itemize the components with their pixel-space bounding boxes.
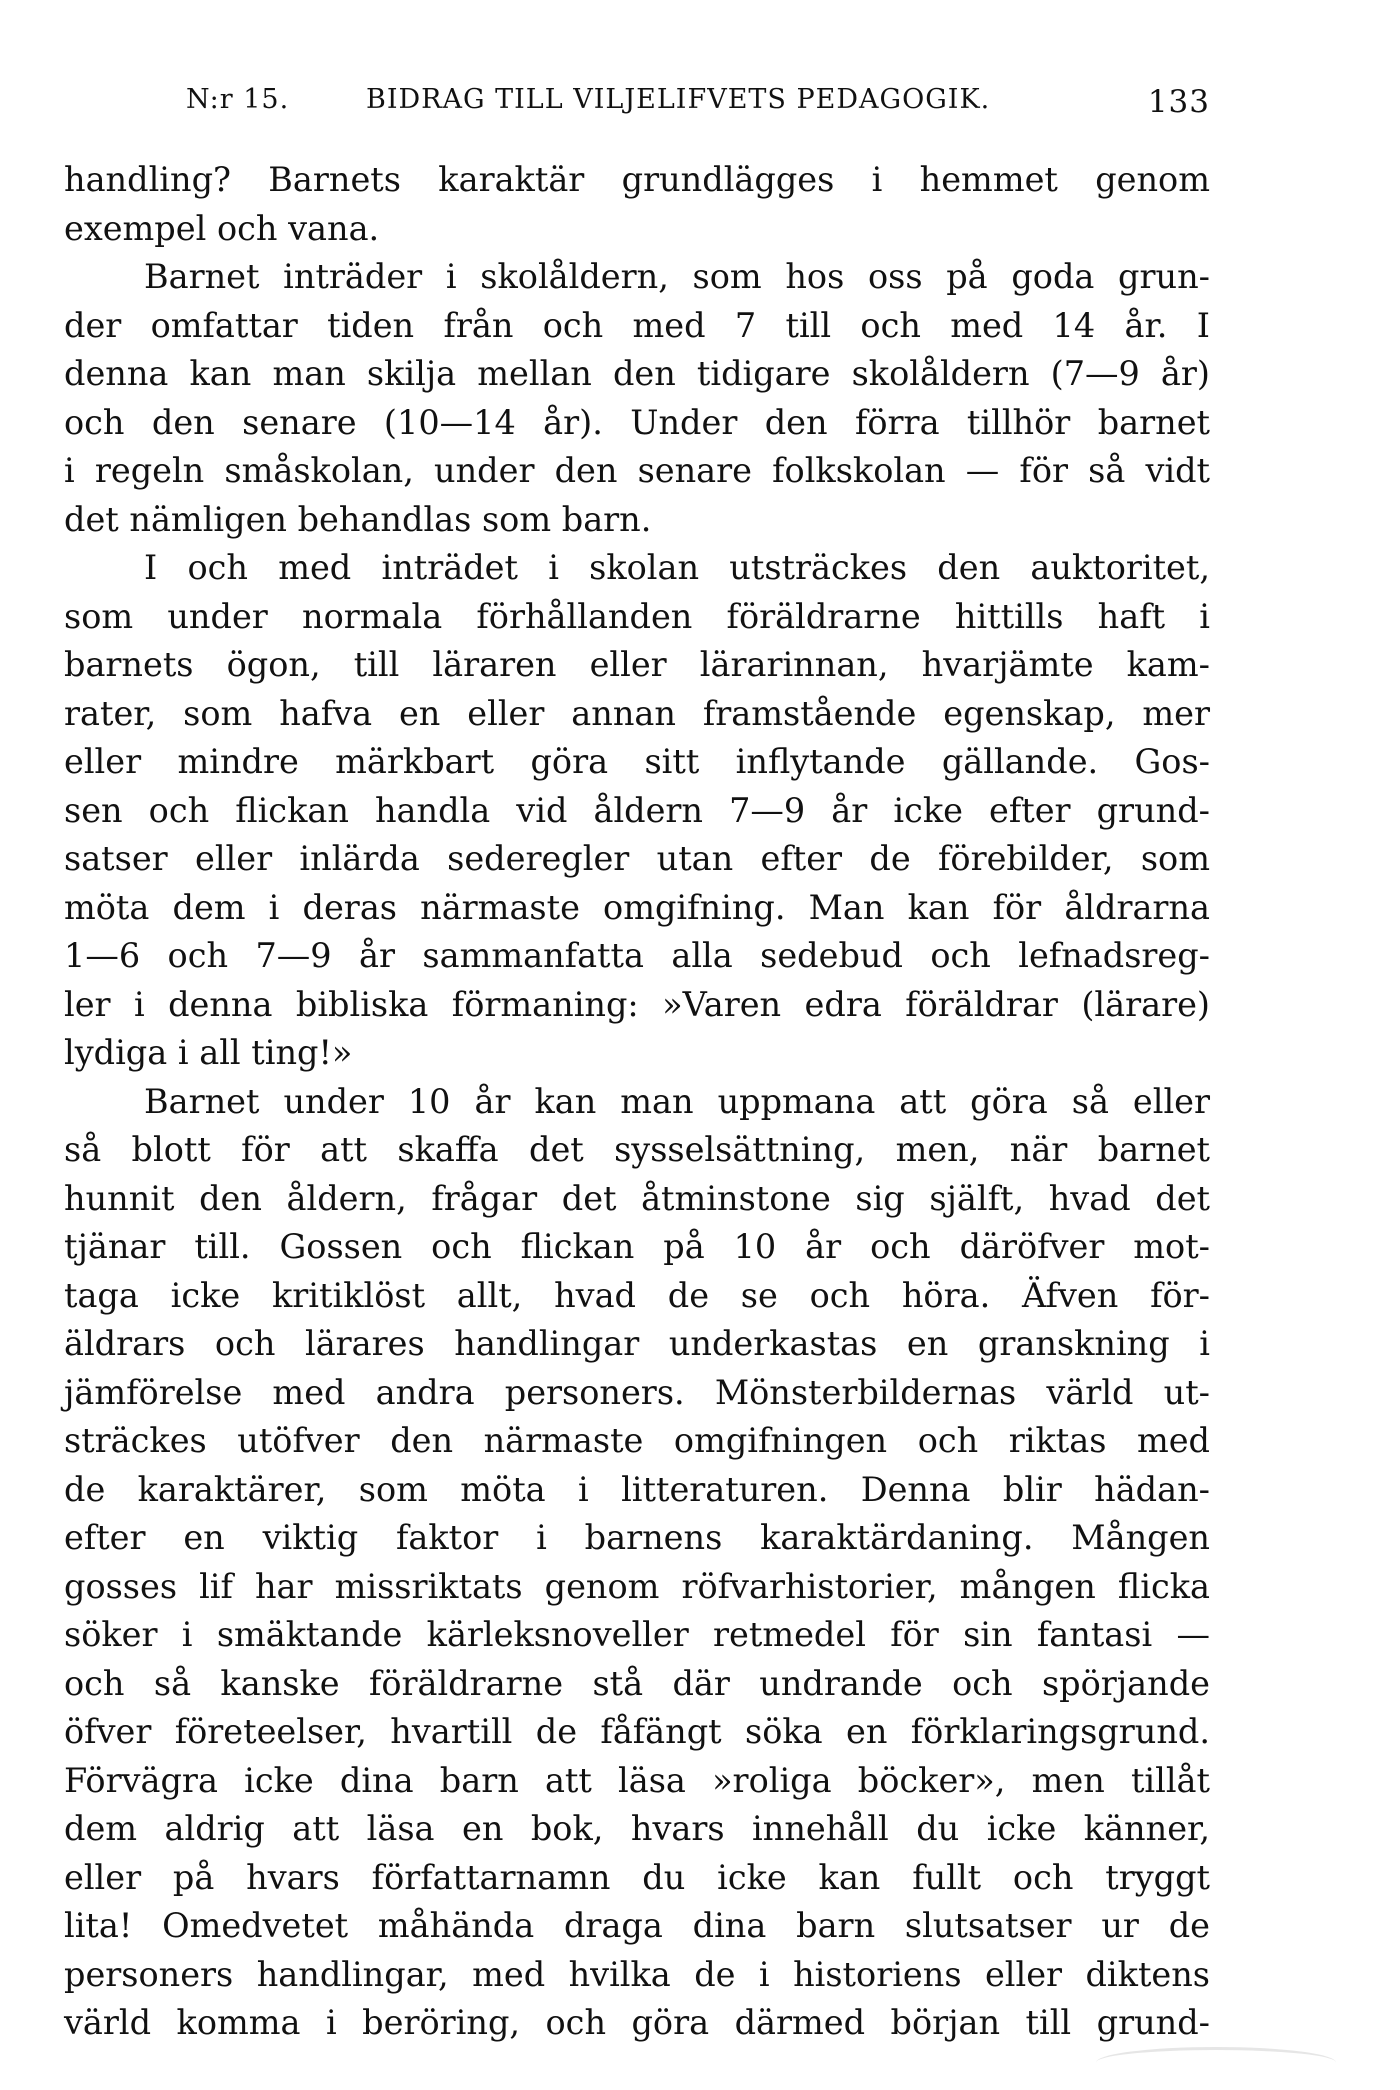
text-line: och den senare (10—14 år). Under den förra tillhör barnet: [64, 402, 1210, 442]
text-line: äldrars och lärares handlingar underkastas en granskning i: [64, 1324, 1210, 1363]
text-line: lita! Omedvetet måhända draga dina barn slutsatser ur de: [64, 1906, 1210, 1945]
text-line: efter en viktig faktor i barnens karaktärdaning. Mången: [64, 1518, 1210, 1557]
running-head: [186, 84, 1210, 124]
text-line: lydiga i all ting!»: [64, 1033, 353, 1072]
text-line: Förvägra icke dina barn att läsa »roliga böcker», men tillåt: [64, 1760, 1210, 1800]
text-line: dem aldrig att läsa en bok, hvars innehåll du icke känner,: [64, 1809, 1210, 1848]
text-line: värld komma i beröring, och göra därmed början till grund-: [64, 2003, 1210, 2042]
running-title: BIDRAG TILL VILJELIFVETS PEDAGOGIK.: [366, 84, 991, 115]
print-smudge: [1096, 2047, 1336, 2078]
text-line: söker i smäktande kärleksnoveller retmedel för sin fantasi —: [64, 1615, 1210, 1654]
text-line: som under normala förhållanden föräldrarne hittills haft i: [64, 596, 1210, 636]
text-line: sträckes utöfver den närmaste omgifningen och riktas med: [64, 1421, 1210, 1460]
body-text: [64, 156, 1210, 2048]
text-line: der omfattar tiden från och med 7 till och med 14 år. I: [64, 305, 1210, 345]
text-line: de karaktärer, som möta i litteraturen. Denna blir hädan-: [64, 1469, 1210, 1509]
text-line: exempel och vana.: [64, 208, 380, 248]
text-line: barnets ögon, till läraren eller lärarinnan, hvarjämte kam-: [64, 645, 1210, 684]
text-line: och så kanske föräldrarne stå där undrande och spörjande: [64, 1663, 1210, 1703]
text-line: gosses lif har missriktats genom röfvarhistorier, mången flicka: [64, 1566, 1210, 1606]
text-line: sen och flickan handla vid åldern 7—9 år icke efter grund-: [64, 790, 1210, 830]
text-line: hunnit den åldern, frågar det åtminstone sig själft, hvad det: [64, 1178, 1210, 1218]
text-line: så blott för att skaffa det sysselsättning, men, när barnet: [64, 1130, 1210, 1169]
text-line: det nämligen behandlas som barn.: [64, 499, 652, 539]
text-line: Barnet under 10 år kan man uppmana att göra så eller: [144, 1081, 1210, 1121]
text-line: personers handlingar, med hvilka de i historiens eller diktens: [64, 1954, 1210, 1994]
text-line: rater, som hafva en eller annan framstående egenskap, mer: [64, 693, 1210, 733]
text-line: denna kan man skilja mellan den tidigare skolåldern (7—9 år): [64, 354, 1210, 393]
text-line: jämförelse med andra personers. Mönsterbildernas värld ut-: [64, 1372, 1210, 1412]
text-line: ler i denna bibliska förmaning: »Varen edra föräldrar (lärare): [64, 984, 1210, 1024]
text-line: eller mindre märkbart göra sitt inflytande gällande. Gos-: [64, 742, 1210, 781]
text-line: taga icke kritiklöst allt, hvad de se och höra. Äfven för-: [64, 1275, 1210, 1315]
text-line: I och med inträdet i skolan utsträckes den auktoritet,: [144, 548, 1210, 587]
text-line: öfver företeelser, hvartill de fåfängt söka en förklaringsgrund.: [64, 1712, 1210, 1751]
text-line: handling? Barnets karaktär grundlägges i hemmet genom: [64, 160, 1210, 199]
text-line: i regeln småskolan, under den senare folkskolan — för så vidt: [64, 451, 1210, 490]
text-line: satser eller inlärda sederegler utan efter de förebilder, som: [64, 839, 1210, 878]
text-line: möta dem i deras närmaste omgifning. Man kan för åldrarna: [64, 887, 1210, 927]
page-number: 133: [1147, 84, 1210, 120]
text-line: tjänar till. Gossen och flickan på 10 år och däröfver mot-: [64, 1227, 1210, 1266]
text-line: 1—6 och 7—9 år sammanfatta alla sedebud och lefnadsreg-: [64, 936, 1210, 975]
issue-number: N:r 15.: [186, 84, 290, 115]
text-line: eller på hvars författarnamn du icke kan fullt och tryggt: [64, 1857, 1210, 1897]
text-line: Barnet inträder i skolåldern, som hos oss på goda grun-: [144, 257, 1210, 296]
